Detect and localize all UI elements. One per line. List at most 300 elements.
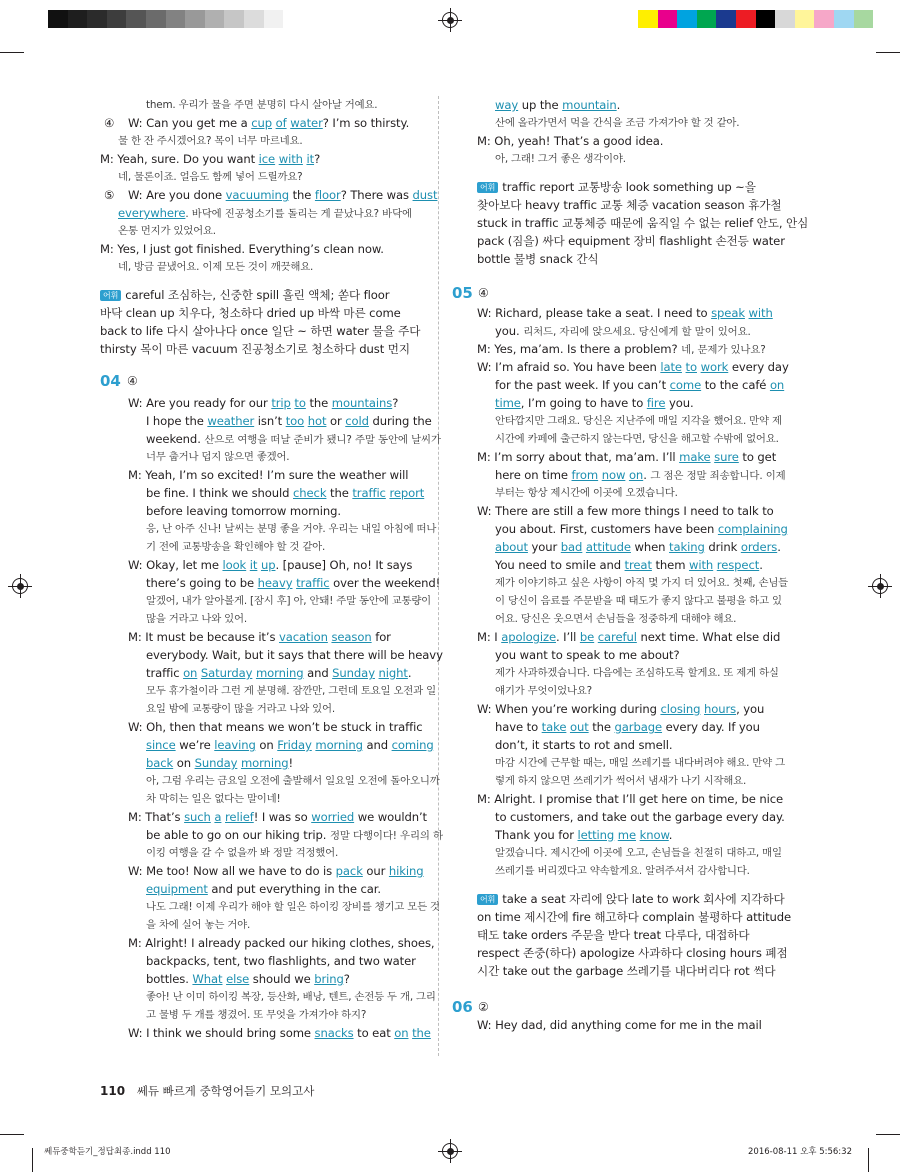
text-span: backpacks, tent, two flashlights, and two water xyxy=(146,954,416,968)
keyword: garbage xyxy=(614,720,663,734)
text-span: ! I was so xyxy=(253,810,312,824)
text-span: 쓰레기를 버리겠다고 약속할게요. 알려주셔서 감사합니다. xyxy=(495,865,750,877)
text-line xyxy=(100,682,436,700)
text-line xyxy=(100,790,425,808)
text-span: W: I’m afraid so. You have been xyxy=(477,360,661,374)
text-span: W: Are you done xyxy=(128,188,226,202)
text-span: ? xyxy=(314,152,321,166)
text-span: thirsty 목이 마른 vacuum 진공청소기로 청소하다 dust 먼지 xyxy=(100,342,410,356)
keyword: mountain xyxy=(562,98,617,112)
keyword: careful xyxy=(597,630,637,644)
text-span: 아, 그래! 그거 좋은 생각이야. xyxy=(495,153,626,165)
text-span: weekend. xyxy=(146,432,205,446)
text-span: 그 점은 정말 죄송합니다. 이제 xyxy=(650,470,786,482)
keyword: of xyxy=(275,116,287,130)
keyword: traffic xyxy=(352,486,386,500)
keyword: morning xyxy=(240,756,289,770)
text-line xyxy=(100,168,425,186)
text-span: M: I’m sorry about that, ma’am. I’ll xyxy=(477,450,680,464)
keyword: night xyxy=(378,666,408,680)
text-line xyxy=(452,250,782,268)
swatch xyxy=(68,10,88,28)
text-span: 이킹 여행을 갈 수 없을까 봐 정말 걱정했어. xyxy=(146,847,339,859)
registration-mark-icon xyxy=(12,578,28,594)
keyword: take xyxy=(541,720,567,734)
swatch xyxy=(677,10,697,28)
keyword: back xyxy=(146,756,174,770)
text-span: . xyxy=(759,558,763,572)
text-line xyxy=(100,186,438,204)
keyword: it xyxy=(249,558,258,572)
text-line xyxy=(100,258,425,276)
text-span: have to xyxy=(495,720,542,734)
swatch xyxy=(716,10,736,28)
text-span: to get xyxy=(738,450,777,464)
text-span: back to life 다시 살아나다 once 일단 ~ 하면 water 물을 주다 xyxy=(100,324,421,338)
page-footer xyxy=(100,1083,314,1099)
text-line xyxy=(452,430,782,448)
text-line xyxy=(100,538,425,556)
swatch xyxy=(146,10,166,28)
text-span: 시간에 카페에 출근하지 않는다면, 당신을 해고할 수밖에 없어요. xyxy=(495,433,779,445)
text-line xyxy=(100,718,425,736)
text-span: . xyxy=(407,666,412,680)
keyword: taking xyxy=(669,540,705,554)
text-span: M: Alright! I already packed our hiking clothes, shoes, xyxy=(128,936,435,950)
text-line xyxy=(452,908,792,926)
swatch xyxy=(775,10,795,28)
keyword: cold xyxy=(345,414,369,428)
keyword: worried xyxy=(311,810,355,824)
text-span: everybody. Wait, but it says that there will be heavy xyxy=(146,648,443,662)
text-span: them. 우리가 물을 주면 분명히 다시 살아날 거예요. xyxy=(146,99,378,111)
text-span: 안타깝지만 그래요. 당신은 지난주에 매일 지각을 했어요. 만약 제 xyxy=(495,415,782,427)
keyword: Saturday xyxy=(200,666,253,680)
text-line xyxy=(452,232,785,250)
text-span: 바닥 clean up 치우다, 청소하다 dried up 바싹 마른 come xyxy=(100,306,401,320)
text-span: . xyxy=(643,468,651,482)
text-line xyxy=(100,132,425,150)
text-span: Thank you for xyxy=(495,828,578,842)
text-span: , I’m going to have to xyxy=(520,396,647,410)
answer-choice: ④ xyxy=(127,374,138,388)
text-span: M: Alright. I promise that I’ll get here on time, be nice xyxy=(477,792,784,806)
text-span: isn’t xyxy=(254,414,286,428)
keyword: with xyxy=(278,152,303,166)
text-span: 물 한 잔 주시겠어요? 목이 너무 마르네요. xyxy=(118,135,303,147)
text-line xyxy=(100,502,425,520)
print-slug-file: 쎄듀중학듣기_정답최종.indd 110 xyxy=(44,1147,171,1157)
text-span: traffic report 교통방송 look something up ~을 xyxy=(502,180,756,194)
text-line xyxy=(452,718,782,736)
keyword: dust xyxy=(412,188,438,202)
text-span: 리처드, 자리에 앉으세요. 당신에게 할 말이 있어요. xyxy=(523,326,751,338)
text-span: you about. First, customers have been xyxy=(495,522,718,536)
keyword: sure xyxy=(714,450,739,464)
keyword: Sunday xyxy=(332,666,375,680)
swatch xyxy=(107,10,127,28)
keyword: on xyxy=(183,666,198,680)
keyword: vacuuming xyxy=(225,188,290,202)
keyword: trip xyxy=(271,396,291,410)
vocabulary-tag: 어휘 xyxy=(100,290,121,301)
keyword: What xyxy=(192,972,223,986)
text-line xyxy=(100,772,440,790)
text-line xyxy=(452,682,782,700)
text-line xyxy=(100,844,425,862)
keyword: about xyxy=(495,540,528,554)
text-span: 네, 문제가 있나요? xyxy=(681,344,766,356)
swatch xyxy=(185,10,205,28)
keyword: late xyxy=(660,360,682,374)
text-span: . xyxy=(668,828,673,842)
swatch xyxy=(756,10,776,28)
crop-mark xyxy=(0,52,24,53)
text-line xyxy=(452,96,782,114)
text-span: be able to go on our hiking trip. xyxy=(146,828,330,842)
swatch xyxy=(244,10,264,28)
text-line xyxy=(100,322,425,340)
keyword: check xyxy=(293,486,327,500)
text-line xyxy=(452,502,782,520)
keyword: water xyxy=(290,116,323,130)
text-span: 렇게 하지 않으면 쓰레기가 썩어서 냄새가 나기 시작해요. xyxy=(495,775,747,787)
keyword: time xyxy=(495,396,521,410)
text-span: stuck in traffic 교통체증 때문에 움직일 수 없는 relief 안도, 안심 xyxy=(477,216,809,230)
text-span: we wouldn’t xyxy=(354,810,427,824)
text-span: 정말 다행이다! 우리의 하 xyxy=(329,830,443,842)
text-line xyxy=(100,204,425,222)
keyword: too xyxy=(285,414,305,428)
text-span: for xyxy=(371,630,391,644)
text-line xyxy=(100,520,437,538)
text-line xyxy=(452,628,782,646)
text-line xyxy=(100,610,425,628)
text-span: W: There are still a few more things I need to talk to xyxy=(477,504,774,518)
text-span: 네, 물론이죠. 얼음도 함께 넣어 드릴까요? xyxy=(118,171,303,183)
text-line xyxy=(100,700,425,718)
text-line xyxy=(100,952,425,970)
crop-mark xyxy=(868,1148,869,1172)
text-line xyxy=(100,1024,431,1042)
keyword: apologize xyxy=(501,630,556,644)
keyword: way xyxy=(495,98,519,112)
text-span: 어요. 당신은 웃으면서 손님들을 정중하게 대해야 해요. xyxy=(495,613,737,625)
text-line xyxy=(452,646,782,664)
text-line xyxy=(452,664,782,682)
text-span: 마감 시간에 근무할 때는, 매일 쓰레기를 내다버려야 해요. 만약 그 xyxy=(495,757,785,769)
text-span: for the past week. If you can’t xyxy=(495,378,670,392)
swatch xyxy=(48,10,68,28)
text-span: you. xyxy=(665,396,694,410)
question-number: 05 xyxy=(452,284,473,302)
keyword: bring xyxy=(314,972,344,986)
text-span: 이 당신이 음료를 주문받을 때 태도가 좋지 않다고 불평을 하고 있 xyxy=(495,595,782,607)
text-span: we’re xyxy=(175,738,215,752)
spacer xyxy=(100,358,425,394)
keyword: the xyxy=(412,1026,431,1040)
registration-mark-icon xyxy=(442,12,458,28)
crop-mark xyxy=(0,1134,24,1135)
text-line xyxy=(452,466,786,484)
text-span: M: Yes, ma’am. Is there a problem? xyxy=(477,342,682,356)
text-line xyxy=(452,700,782,718)
text-span: ? I’m so thirsty. xyxy=(322,116,410,130)
spacer xyxy=(452,980,782,1016)
text-line xyxy=(452,394,782,412)
keyword: cup xyxy=(251,116,273,130)
text-line xyxy=(452,962,782,980)
keyword: letting xyxy=(577,828,615,842)
text-line xyxy=(452,808,785,826)
text-line xyxy=(452,574,789,592)
text-span: or xyxy=(326,414,346,428)
text-span: 고 물병 두 개를 챙겼어. 또 무엇을 가져가야 하지? xyxy=(146,1009,367,1021)
keyword: weather xyxy=(207,414,255,428)
text-line xyxy=(100,448,425,466)
text-line xyxy=(452,862,782,880)
text-span: on time 제시간에 fire 해고하다 complain 불평하다 attitude xyxy=(477,910,792,924)
text-span: careful 조심하는, 신중한 spill 흘린 액체; 쏟다 floor xyxy=(125,288,390,302)
keyword: out xyxy=(569,720,589,734)
text-span: during the xyxy=(368,414,432,428)
swatch xyxy=(697,10,717,28)
text-line xyxy=(452,520,788,538)
text-line xyxy=(452,412,782,430)
question-number: 06 xyxy=(452,998,473,1016)
swatch xyxy=(205,10,225,28)
keyword: coming xyxy=(391,738,434,752)
swatch xyxy=(658,10,678,28)
keyword: it xyxy=(306,152,315,166)
text-span: traffic xyxy=(146,666,184,680)
text-span: , you xyxy=(736,702,765,716)
text-line xyxy=(100,736,434,754)
text-span: when xyxy=(630,540,670,554)
keyword: with xyxy=(748,306,773,320)
keyword: work xyxy=(700,360,729,374)
text-line xyxy=(452,1016,782,1034)
text-line xyxy=(100,340,425,358)
text-span: 모두 휴가철이라 그런 게 분명해. 잠깐만, 그런데 토요일 오전과 일 xyxy=(146,685,436,697)
text-span: 온통 먼지가 있었어요. xyxy=(118,225,216,237)
keyword: morning xyxy=(315,738,363,752)
text-line xyxy=(100,808,425,826)
item-number: ④ xyxy=(104,116,115,130)
keyword: traffic xyxy=(296,576,330,590)
keyword: Sunday xyxy=(194,756,238,770)
spacer xyxy=(452,168,782,178)
keyword: hiking xyxy=(388,864,424,878)
text-line xyxy=(452,592,782,610)
crop-mark xyxy=(876,1134,900,1135)
text-span: W: Oh, then that means we won’t be stuck in traffic xyxy=(128,720,423,734)
swatch xyxy=(638,10,658,28)
text-span: 제가 사과하겠습니다. 다음에는 조심하도록 할게요. 또 제게 하실 xyxy=(495,667,779,679)
keyword: look xyxy=(222,558,247,572)
keyword: snacks xyxy=(314,1026,354,1040)
text-span: and xyxy=(362,738,392,752)
text-span: 나도 그래! 이제 우리가 해야 할 일은 하이킹 장비를 챙기고 모든 것 xyxy=(146,901,440,913)
keyword: to xyxy=(294,396,306,410)
item-number: ⑤ xyxy=(104,188,115,202)
text-span: 제가 이야기하고 싶은 사항이 아직 몇 가지 더 있어요. 첫째, 손님들 xyxy=(495,577,789,589)
text-line xyxy=(100,394,425,412)
text-line xyxy=(100,628,425,646)
keyword: floor xyxy=(314,188,341,202)
text-span: there’s going to be xyxy=(146,576,258,590)
text-span: the xyxy=(326,486,353,500)
text-span: 부터는 항상 제시간에 이곳에 오겠습니다. xyxy=(495,487,678,499)
text-span: your xyxy=(527,540,561,554)
text-line xyxy=(452,178,782,196)
text-line xyxy=(452,610,782,628)
keyword: since xyxy=(146,738,176,752)
text-line xyxy=(452,340,782,358)
text-span: ? xyxy=(392,396,399,410)
swatch xyxy=(814,10,834,28)
text-span: ! xyxy=(288,756,294,770)
text-span: M: I xyxy=(477,630,502,644)
text-line xyxy=(100,466,425,484)
text-line xyxy=(100,240,425,258)
keyword: me xyxy=(617,828,637,842)
spacer xyxy=(452,880,782,890)
text-span: the xyxy=(588,720,615,734)
keyword: season xyxy=(331,630,372,644)
text-span: 산에 올라가면서 먹을 간식을 조금 가져가야 할 것 같아. xyxy=(495,117,740,129)
text-span: W: Me too! Now all we have to do is xyxy=(128,864,336,878)
answer-choice: ② xyxy=(478,1000,489,1014)
swatch xyxy=(264,10,284,28)
text-span: should we xyxy=(249,972,315,986)
text-line xyxy=(100,286,425,304)
text-span: . 바닥에 진공청소기를 돌리는 게 끝났나요? 바닥에 xyxy=(185,208,412,220)
text-span: . I’ll xyxy=(555,630,580,644)
keyword: relief xyxy=(225,810,254,824)
text-span: W: I think we should bring some xyxy=(128,1026,315,1040)
text-span: 좋아! 난 이미 하이킹 복장, 등산화, 배낭, 텐트, 손전등 두 개, 그리 xyxy=(146,991,436,1003)
keyword: everywhere xyxy=(118,206,186,220)
text-span: W: Okay, let me xyxy=(128,558,223,572)
keyword: speak xyxy=(711,306,745,320)
keyword: to xyxy=(685,360,697,374)
text-span: respect 존중(하다) apologize 사과하다 closing hours 폐점 xyxy=(477,946,788,960)
swatch xyxy=(224,10,244,28)
text-span: I hope the xyxy=(146,414,208,428)
keyword: from xyxy=(571,468,599,482)
text-span: 산으로 여행을 떠날 준비가 됐니? 주말 동안에 날씨가 xyxy=(204,434,441,446)
right-column xyxy=(452,96,809,1034)
text-span: you. xyxy=(495,324,524,338)
keyword: closing xyxy=(660,702,701,716)
text-span: W: Are you ready for our xyxy=(128,396,272,410)
registration-mark-icon xyxy=(872,578,888,594)
text-line xyxy=(452,736,782,754)
text-span: the xyxy=(305,396,332,410)
text-line xyxy=(100,916,425,934)
text-span: on xyxy=(173,756,195,770)
text-line xyxy=(452,358,789,376)
text-span: every day xyxy=(728,360,789,374)
keyword: ice xyxy=(258,152,276,166)
text-line xyxy=(100,304,425,322)
text-span: ? xyxy=(343,972,350,986)
keyword: with xyxy=(688,558,714,572)
text-line xyxy=(452,556,782,574)
text-line xyxy=(452,754,785,772)
swatch xyxy=(126,10,146,28)
swatch xyxy=(166,10,186,28)
text-span: W: Hey dad, did anything come for me in the mail xyxy=(477,1018,762,1032)
text-line xyxy=(100,412,432,430)
text-line xyxy=(452,150,782,168)
keyword: attitude xyxy=(585,540,631,554)
spacer xyxy=(100,276,425,286)
crop-mark xyxy=(32,1148,33,1172)
text-span: ? There was xyxy=(340,188,413,202)
text-line xyxy=(100,664,425,682)
spacer xyxy=(452,268,782,304)
keyword: morning xyxy=(255,666,304,680)
text-line xyxy=(100,1006,425,1024)
text-span: W: Can you get me a xyxy=(128,116,252,130)
keyword: know xyxy=(639,828,669,842)
text-line xyxy=(100,880,425,898)
text-span: W: Richard, please take a seat. I need to xyxy=(477,306,712,320)
text-line xyxy=(452,322,782,340)
text-span: 시간 take out the garbage 쓰레기를 내다버리다 rot 썩다 xyxy=(477,964,776,978)
text-span: take a seat 자리에 앉다 late to work 회사에 지각하다 xyxy=(502,892,785,906)
text-span: 얘기가 무엇이었나요? xyxy=(495,685,592,697)
text-line xyxy=(452,826,782,844)
text-line xyxy=(100,114,425,132)
text-line xyxy=(452,304,782,322)
keyword: pack xyxy=(335,864,363,878)
text-span: 을 차에 실어 놓는 거야. xyxy=(146,919,251,931)
text-line xyxy=(452,114,782,132)
swatch xyxy=(87,10,107,28)
text-span: 많을 거라고 나와 있어. xyxy=(146,613,247,625)
text-span: bottle 물병 snack 간식 xyxy=(477,252,599,266)
left-column xyxy=(100,96,443,1042)
keyword: a xyxy=(214,810,222,824)
text-span: be fine. I think we should xyxy=(146,486,293,500)
text-line xyxy=(452,448,782,466)
keyword: fire xyxy=(646,396,666,410)
swatch xyxy=(834,10,854,28)
text-span: up the xyxy=(518,98,563,112)
text-span: 기 전에 교통방송을 확인해야 할 것 같아. xyxy=(146,541,326,553)
text-line xyxy=(100,898,440,916)
keyword: vacation xyxy=(279,630,328,644)
text-line xyxy=(100,754,425,772)
text-span: next time. What else did xyxy=(636,630,781,644)
text-span: before leaving tomorrow morning. xyxy=(146,504,342,518)
text-line xyxy=(100,96,425,114)
text-span: and put everything in the car. xyxy=(207,882,381,896)
keyword: report xyxy=(389,486,425,500)
keyword: such xyxy=(184,810,211,824)
vocabulary-tag: 어휘 xyxy=(477,182,498,193)
text-span: M: It must be because it’s xyxy=(128,630,279,644)
text-span: M: Oh, yeah! That’s a good idea. xyxy=(477,134,664,148)
keyword: up xyxy=(260,558,276,572)
text-span: bottles. xyxy=(146,972,193,986)
text-line xyxy=(100,484,425,502)
keyword: mountains xyxy=(331,396,393,410)
text-span: drink xyxy=(704,540,741,554)
